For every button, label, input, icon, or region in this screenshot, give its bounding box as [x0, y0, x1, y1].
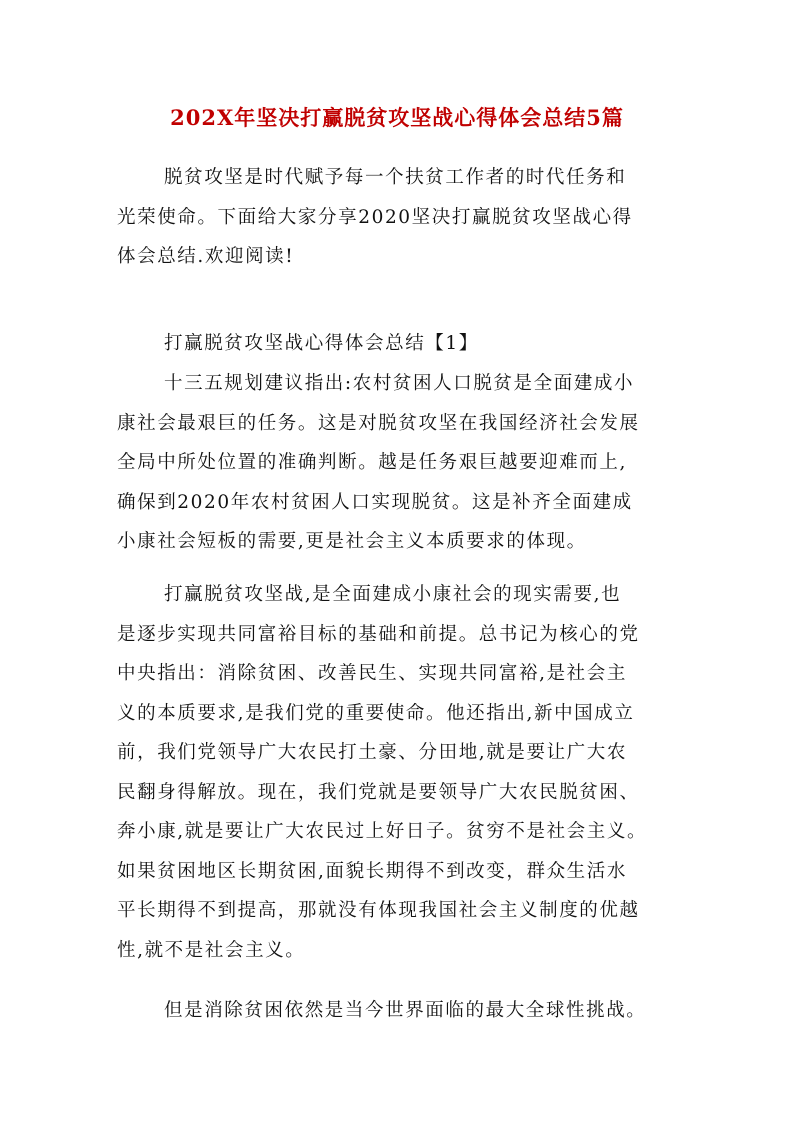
- text-line: 小康社会短板的需要,更是社会主义本质要求的体现。: [117, 531, 587, 552]
- text-line: 如果贫困地区长期贫困,面貌长期得不到改变，群众生活水: [117, 860, 627, 882]
- text-line: 打赢脱贫攻坚战,是全面建成小康社会的现实需要,也: [164, 584, 622, 605]
- text-line: 光荣使命。下面给大家分享2020坚决打赢脱贫攻坚战心得: [117, 206, 633, 228]
- text-line: 康社会最艰巨的任务。这是对脱贫攻坚在我国经济社会发展: [117, 412, 640, 434]
- text-line: 奔小康,就是要让广大农民过上好日子。贫穷不是社会主义。: [117, 821, 648, 842]
- text-line: 体会总结.欢迎阅读!: [117, 246, 295, 267]
- intro-paragraph: [117, 158, 687, 277]
- body-paragraph-3: [117, 991, 687, 1031]
- text-line: 性,就不是社会主义。: [117, 939, 306, 961]
- body-paragraph-2: [117, 575, 687, 970]
- section-heading: 打赢脱贫攻坚战心得体会总结【1】: [164, 333, 479, 354]
- text-line: 中央指出：消除贫困、改善民生、实现共同富裕,是社会主: [117, 663, 627, 684]
- text-line: 民翻身得解放。现在，我们党就是要领导广大农民脱贫困、: [117, 781, 640, 803]
- body-paragraph-1: [117, 364, 687, 562]
- text-line: 义的本质要求,是我们党的重要使命。他还指出,新中国成立: [117, 702, 635, 724]
- text-line: 全局中所处位置的准确判断。越是任务艰巨越要迎难而上,: [117, 452, 627, 473]
- text-line: 是逐步实现共同富裕目标的基础和前提。总书记为核心的党: [117, 623, 640, 645]
- document-title: 202X年坚决打赢脱贫攻坚战心得体会总结5篇: [170, 105, 624, 130]
- text-line: 脱贫攻坚是时代赋予每一个扶贫工作者的时代任务和: [164, 167, 627, 188]
- text-line: 但是消除贫困依然是当今世界面临的最大全球性挑战。: [164, 1000, 647, 1021]
- text-line: 平长期得不到提高，那就没有体现我国社会主义制度的优越: [117, 900, 640, 921]
- text-line: 前，我们党领导广大农民打土豪、分田地,就是要让广大农: [117, 742, 627, 763]
- text-line: 十三五规划建议指出:农村贫困人口脱贫是全面建成小: [164, 373, 635, 394]
- text-line: 确保到2020年农村贫困人口实现脱贫。这是补齐全面建成: [117, 491, 633, 513]
